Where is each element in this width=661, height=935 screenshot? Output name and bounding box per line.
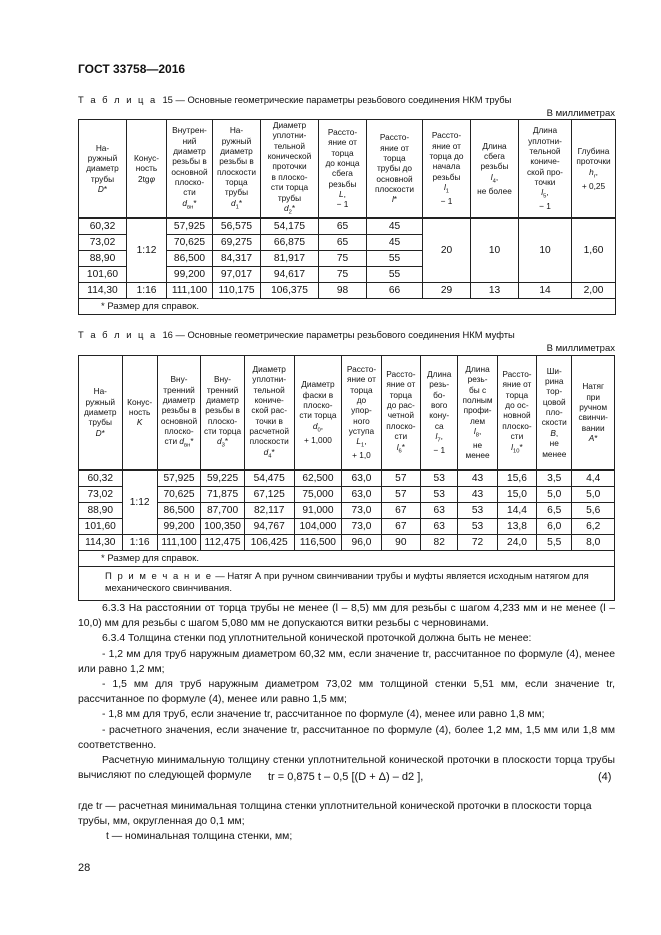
cell: 106,375 [261,282,319,298]
table16-note-label: П р и м е ч а н и е [105,570,213,582]
cell: 86,500 [157,502,201,518]
cell: 54,175 [261,218,319,235]
cell: 114,30 [79,282,127,298]
cell: 66 [367,282,423,298]
t15-col-taper: Конус- ность 2tgφ [127,120,167,218]
table-row [79,218,616,235]
list-item-2: - 1,5 мм для труб наружным диаметром 73,02 мм толщиной стенки 5,51 мм, если значение tr, рассчитанное по формуле (4), менее или равно 1,5 мм; [78,679,615,706]
t15-col-h: Глубина проточки $h_r$, + 0,25 [572,120,616,218]
cell: 56,575 [213,218,261,235]
cell: 84,317 [213,250,261,266]
cell: 5,0 [572,486,615,502]
table-row [79,486,615,502]
cell: 111,100 [157,534,201,550]
cell: 112,475 [201,534,245,550]
cell: 81,917 [261,250,319,266]
t16-col-l6: Рассто- яние от торца до рас- четной плоско- сти $l_6*$ [381,356,420,470]
cell: 6,2 [572,518,615,534]
cell: 98 [319,282,367,298]
cell: 4,4 [572,470,615,487]
cell-h-merged: 1,60 [572,218,616,283]
cell: 104,000 [294,518,342,534]
cell: 1:16 [127,282,167,298]
cell: 106,425 [244,534,294,550]
t16-col-taper: Конус- ность K [122,356,157,470]
table15-caption-text: 15 — Основные геометрические параметры резьбового соединения НКМ трубы [162,94,512,105]
cell: 55 [367,266,423,282]
cell: 101,60 [79,266,127,282]
cell: 60,32 [79,218,127,235]
cell: 91,000 [294,502,342,518]
cell: 43 [458,470,497,487]
paragraph-6-3-4: 6.3.4 Толщина стенки под уплотнительной конической проточкой должна быть не менее: [102,633,532,645]
table16-caption-prefix: Т а б л и ц а [78,329,158,340]
table16-note [79,566,615,601]
legend-item-t: t — номинальная толщина стенки, мм; [106,831,293,842]
cell-taper-merged: 1:12 [122,470,157,535]
t16-col-l7: Длина резь- бо- вого кону- са $l_7$, − 1 [421,356,458,470]
cell: 86,500 [167,250,213,266]
cell: 69,275 [213,234,261,250]
list-item-3: - 1,8 мм для труб, если значение tr, рассчитанное по формуле (4), менее или равно 1,8 мм; [102,709,545,721]
t16-col-l8: Длина резь- бы с полным профи- лем $l_8$, не менее [458,356,497,470]
cell: 5,5 [537,534,572,550]
cell: 57,925 [167,218,213,235]
t15-col-L: Рассто- яние от торца до конца сбега резьбы L, − 1 [319,120,367,218]
cell: 110,175 [213,282,261,298]
paragraph-formula-intro: Расчетную минимальную толщину стенки уплотнительной конической проточки в плоскости торца трубы вычисляют по следующей формуле [78,755,615,782]
t15-col-d2: Диаметр уплотни- тельной конической проточки в плоско- сти торца трубы $d_2*$ [261,120,319,218]
legend-item-tr: где tr — расчетная минимальная толщина стенки уплотнительной конической проточки в плоскости торца трубы, мм, округленная до 0,1 мм; [78,801,592,827]
t15-col-l: Рассто- яние от торца трубы до основной плоскости l* [367,120,423,218]
cell: 24,0 [497,534,536,550]
table15-caption-prefix: Т а б л и ц а [78,94,158,105]
table15-units: В миллиметрах [546,108,615,119]
paragraph-6-3-3: 6.3.3 На расстоянии от торца трубы не менее (l – 8,5) мм для резьбы с шагом 4,233 мм и не менее (l – 10,0) мм для резьбы с шагом 5,080 мм не допускаются витки резьбы с черновинами. [78,603,615,630]
table-row [79,502,615,518]
t15-col-l5: Длина уплотни- тельной кониче- ской про- точки $l_5$, − 1 [519,120,572,218]
table16 [78,355,615,601]
cell: 13 [471,282,519,298]
cell: 63 [421,502,458,518]
table15 [78,119,616,315]
cell: 114,30 [79,534,123,550]
document-header: ГОСТ 33758—2016 [78,62,186,76]
cell-l1-merged: 20 [423,218,471,283]
t16-col-B: Ши- рина тор- цовой пло- скости B, не менее [537,356,572,470]
cell: 88,90 [79,250,127,266]
cell: 13,8 [497,518,536,534]
cell: 15,0 [497,486,536,502]
cell: 57 [381,486,420,502]
t15-col-d: На- ружный диаметр трубы D* [79,120,127,218]
cell: 75,000 [294,486,342,502]
table16-units: В миллиметрах [546,343,615,354]
cell: 8,0 [572,534,615,550]
cell: 82 [421,534,458,550]
cell: 65 [319,218,367,235]
t15-col-l1: Рассто- яние от торца до начала резьбы $l_1$ − 1 [423,120,471,218]
cell: 2,00 [572,282,616,298]
cell: 6,5 [537,502,572,518]
cell: 66,875 [261,234,319,250]
table16-note-text: — Натяг А при ручном свинчивании трубы и муфты является исходным натягом для механического свинчивания. [105,570,589,595]
cell: 97,017 [213,266,261,282]
t16-col-A: Натяг при ручном свинчи- вании A* [572,356,615,470]
cell: 73,02 [79,234,127,250]
list-item-1: - 1,2 мм для труб наружным диаметром 60,32 мм, если значение tr, рассчитанное по формуле (4), менее или равно 1,2 мм; [78,648,615,675]
cell: 14 [519,282,572,298]
cell: 111,100 [167,282,213,298]
t15-col-dvn: Внутрен- ний диаметр резьбы в основной плоско- сти $d_{вн}*$ [167,120,213,218]
cell: 65 [319,234,367,250]
t16-col-d: На- ружный диаметр трубы D* [79,356,123,470]
t15-col-l4: Длина сбега резьбы $l_4$, не более [471,120,519,218]
cell: 94,617 [261,266,319,282]
cell: 63 [421,518,458,534]
cell: 99,200 [157,518,201,534]
cell: 96,0 [342,534,381,550]
table16-caption [78,329,515,340]
t16-col-d0: Диаметр фаски в плоско- сти торца $d_0$, + 1,000 [294,356,342,470]
cell: 73,0 [342,518,381,534]
table15-caption [78,94,511,105]
cell: 14,4 [497,502,536,518]
list-item-4: - расчетного значения, если значение tr, рассчитанное по формуле (4), более 1,2 мм, 1,5 мм или 1,8 мм соответственно. [78,724,615,751]
t16-col-dvn: Вну- тренний диаметр резьбы в основной плоско- сти $d_{вн}*$ [157,356,201,470]
cell: 1:16 [122,534,157,550]
cell: 5,6 [572,502,615,518]
cell: 62,500 [294,470,342,487]
formula-number: (4) [598,771,612,783]
t16-col-L1: Рассто- яние от торца до упор- ного уступа $L_1$, + 1,0 [342,356,381,470]
cell: 73,02 [79,486,123,502]
cell: 3,5 [537,470,572,487]
table16-header-row [79,356,615,470]
cell: 55 [367,250,423,266]
table-row [79,534,615,550]
cell: 67 [381,502,420,518]
cell: 71,875 [201,486,245,502]
cell: 116,500 [294,534,342,550]
cell: 53 [458,518,497,534]
t16-col-d3: Вну- тренний диаметр резьбы в плоско- сти торца $d_3*$ [201,356,245,470]
cell: 100,350 [201,518,245,534]
cell: 63,0 [342,470,381,487]
t15-col-d1: На- ружный диаметр резьбы в плоскости торца трубы $d_1*$ [213,120,261,218]
formula-expression: tr = 0,875 t – 0,5 [(D + Δ) – d2 ], [268,771,424,783]
cell: 75 [319,266,367,282]
table16-footnote: * Размер для справок. [79,550,615,566]
cell: 59,225 [201,470,245,487]
formula-legend [78,799,615,844]
cell: 43 [458,486,497,502]
cell: 15,6 [497,470,536,487]
cell: 88,90 [79,502,123,518]
cell: 94,767 [244,518,294,534]
cell-l5-merged: 10 [519,218,572,283]
cell: 53 [421,470,458,487]
t16-col-d4: Диаметр уплотни- тельной кониче- ской рас- точки в расчетной плоскости $d_4*$ [244,356,294,470]
cell: 90 [381,534,420,550]
cell: 53 [421,486,458,502]
table-row [79,470,615,487]
cell: 45 [367,218,423,235]
cell: 87,700 [201,502,245,518]
cell: 29 [423,282,471,298]
t16-col-l10: Рассто- яние от торца до ос- новной плоско- сти $l_{10}*$ [497,356,536,470]
cell: 5,0 [537,486,572,502]
page-number: 28 [78,862,91,874]
table-row [79,518,615,534]
cell-l4-merged: 10 [471,218,519,283]
cell: 99,200 [167,266,213,282]
cell: 70,625 [167,234,213,250]
cell: 57 [381,470,420,487]
cell: 82,117 [244,502,294,518]
cell: 73,0 [342,502,381,518]
table16-caption-text: 16 — Основные геометрические параметры резьбового соединения НКМ муфты [162,329,515,340]
cell: 6,0 [537,518,572,534]
table15-footnote: * Размер для справок. [79,298,616,314]
table15-header-row [79,120,616,218]
cell: 63,0 [342,486,381,502]
cell: 54,475 [244,470,294,487]
cell: 72 [458,534,497,550]
cell: 67 [381,518,420,534]
cell: 45 [367,234,423,250]
table-row [79,282,616,298]
cell: 75 [319,250,367,266]
cell: 70,625 [157,486,201,502]
cell-taper-merged: 1:12 [127,218,167,283]
cell: 57,925 [157,470,201,487]
cell: 101,60 [79,518,123,534]
cell: 67,125 [244,486,294,502]
body-text [78,601,615,783]
cell: 53 [458,502,497,518]
cell: 60,32 [79,470,123,487]
